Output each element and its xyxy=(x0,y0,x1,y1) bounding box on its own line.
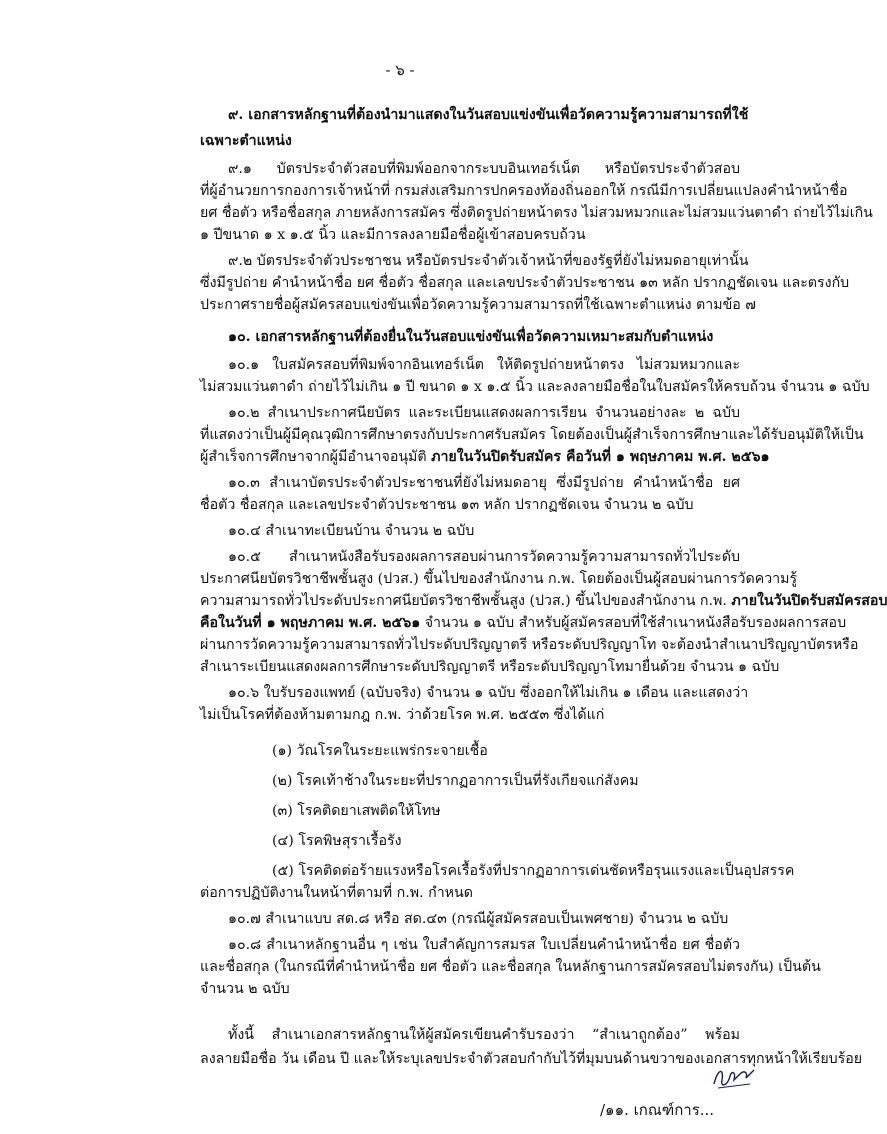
s10-p2-line xyxy=(200,446,770,468)
initials-signature xyxy=(710,1062,758,1092)
s10-p5-deadline: ภายในวันปิดรับสมัครสอบ xyxy=(731,593,887,609)
s10-p5-date: คือในวันที่ ๑ พฤษภาคม พ.ศ. ๒๕๖๑ xyxy=(200,615,421,631)
s10-p4-line: ๑๐.๔ สำเนาทะเบียนบ้าน จำนวน ๒ ฉบับ xyxy=(228,523,475,539)
s10-p2-line: ๑๐.๒ สำเนาประกาศนียบัตร และระเบียนแสดงผลการเรียน จำนวนอย่างละ ๒ ฉบับ xyxy=(228,405,740,421)
disease-item: (๒) โรคเท้าช้างในระยะที่ปรากฏอาการเป็นที่รังเกียจแก่สังคม xyxy=(272,773,639,789)
section-9-title-line-1: ๙. เอกสารหลักฐานที่ต้องนำมาแสดงในวันสอบแข่งขันเพื่อวัดความรู้ความสามารถที่ใช้ xyxy=(228,107,749,123)
page-number: - ๖ - xyxy=(385,61,415,79)
closing-line: ลงลายมือชื่อ วัน เดือน ปี และให้ระบุเลขประจำตัวสอบกำกับไว้ที่มุมบนด้านขวาของเอกสารทุกหน้าให้เรียบร้อย xyxy=(200,1051,863,1067)
s10-p3-line: ๑๐.๓ สำเนาบัตรประจำตัวประชาชนที่ยังไม่หมดอายุ ซึ่งมีรูปถ่าย คำนำหน้าชื่อ ยศ xyxy=(228,475,740,491)
s10-p5-line: ประกาศนียบัตรวิชาชีพชั้นสูง (ปวส.) ขึ้นไปของสำนักงาน ก.พ. โดยต้องเป็นผู้สอบผ่านการวัดความรู้ xyxy=(200,571,798,587)
s9-p1-line: ที่ผู้อำนวยการกองการเจ้าหน้าที่ กรมส่งเสริมการปกครองท้องถิ่นออกให้ กรณีมีการเปลี่ยนแปลงคำนำหน้าชื่อ xyxy=(200,183,848,199)
s9-p1-line: ๑ ปีขนาด ๑ x ๑.๕ นิ้ว และมีการลงลายมือชื่อผู้เข้าสอบครบถ้วน xyxy=(200,227,586,243)
s10-p1-line: ๑๐.๑ ใบสมัครสอบที่พิมพ์จากอินเทอร์เน็ต ให้ติดรูปถ่ายหน้าตรง ไม่สวมหมวกและ xyxy=(228,357,740,373)
s10-p6-line: ไม่เป็นโรคที่ต้องห้ามตามกฎ ก.พ. ว่าด้วยโรค พ.ศ. ๒๕๕๓ ซึ่งได้แก่ xyxy=(200,707,605,723)
section-9-title-line-2: เฉพาะตำแหน่ง xyxy=(200,133,292,149)
disease-item: (๑) วัณโรคในระยะแพร่กระจายเชื้อ xyxy=(272,743,488,759)
disease-item-continued: ต่อการปฏิบัติงานในหน้าที่ตามที่ ก.พ. กำหนด xyxy=(200,885,473,901)
closing-line: ทั้งนี้ สำเนาเอกสารหลักฐานให้ผู้สมัครเขียนคำรับรองว่า “สำเนาถูกต้อง” พร้อม xyxy=(228,1027,740,1043)
s10-p8-line: ๑๐.๘ สำเนาหลักฐานอื่น ๆ เช่น ใบสำคัญการสมรส ใบเปลี่ยนคำนำหน้าชื่อ ยศ ชื่อตัว xyxy=(228,937,740,953)
s10-p5-line xyxy=(200,612,847,634)
s9-p2-line: ซึ่งมีรูปถ่าย คำนำหน้าชื่อ ยศ ชื่อตัว ชื่อสกุล และเลขประจำตัวประชาชน ๑๓ หลัก ปรากฏชัดเจน และตรงกับ xyxy=(200,275,850,291)
s10-p1-line: ไม่สวมแว่นตาดำ ถ่ายไว้ไม่เกิน ๑ ปี ขนาด ๑ x ๑.๕ นิ้ว และลงลายมือชื่อในใบสมัครให้ครบถ้วน จำนวน ๑ ฉบับ xyxy=(200,379,870,395)
s10-p5-line xyxy=(200,590,887,612)
s10-p2-text: ผู้สำเร็จการศึกษาจากผู้มีอำนาจอนุมัติ xyxy=(200,449,432,465)
s9-p2-line: ๙.๒ บัตรประจำตัวประชาชน หรือบัตรประจำตัวเจ้าหน้าที่ของรัฐที่ยังไม่หมดอายุเท่านั้น xyxy=(228,253,749,269)
s9-p2-line: ประกาศรายชื่อผู้สมัครสอบแข่งขันเพื่อวัดความรู้ความสามารถที่ใช้เฉพาะตำแหน่ง ตามข้อ ๗ xyxy=(200,297,756,313)
s10-p8-line: จำนวน ๒ ฉบับ xyxy=(200,981,290,997)
s9-p1-line: ยศ ชื่อตัว หรือชื่อสกุล ภายหลังการสมัคร ซึ่งติดรูปถ่ายหน้าตรง ไม่สวมหมวกและไม่สวมแว่นตาดำ ถ่ายไว้ไม่เกิน xyxy=(200,205,873,221)
disease-item: (๔) โรคพิษสุราเรื้อรัง xyxy=(272,833,402,849)
s10-p2-deadline: ภายในวันปิดรับสมัคร คือวันที่ ๑ พฤษภาคม พ.ศ. ๒๕๖๑ xyxy=(431,449,770,465)
s10-p5-text: จำนวน ๑ ฉบับ สำหรับผู้สมัครสอบที่ใช้สำเนาหนังสือรับรองผลการสอบ xyxy=(420,615,847,631)
s10-p6-line: ๑๐.๖ ใบรับรองแพทย์ (ฉบับจริง) จำนวน ๑ ฉบับ ซึ่งออกให้ไม่เกิน ๑ เดือน และแสดงว่า xyxy=(228,685,749,701)
s10-p7-line: ๑๐.๗ สำเนาแบบ สด.๘ หรือ สด.๔๓ (กรณีผู้สมัครสอบเป็นเพศชาย) จำนวน ๒ ฉบับ xyxy=(228,911,729,927)
s10-p5-text: ความสามารถทั่วไประดับประกาศนียบัตรวิชาชีพชั้นสูง (ปวส.) ขึ้นไปของสำนักงาน ก.พ. xyxy=(200,593,732,609)
s10-p3-line: ชื่อตัว ชื่อสกุล และเลขประจำตัวประชาชน ๑๓ หลัก ปรากฏชัดเจน จำนวน ๒ ฉบับ xyxy=(200,497,694,513)
s10-p5-line: ผ่านการวัดความรู้ความสามารถทั่วไประดับปริญญาตรี หรือระดับปริญญาโท จะต้องนำสำเนาปริญญาบัตรหรือ xyxy=(200,637,859,653)
s9-p1-line: ๙.๑ บัตรประจำตัวสอบที่พิมพ์ออกจากระบบอินเทอร์เน็ต หรือบัตรประจำตัวสอบ xyxy=(228,161,740,177)
s10-p8-line: และชื่อสกุล (ในกรณีที่คำนำหน้าชื่อ ยศ ชื่อตัว และชื่อสกุล ในหลักฐานการสมัครสอบไม่ตรงกัน) เป็นต้น xyxy=(200,959,821,975)
disease-item: (๓) โรคติดยาเสพติดให้โทษ xyxy=(272,803,441,819)
s10-p5-line: ๑๐.๕ สำเนาหนังสือรับรองผลการสอบผ่านการวัดความรู้ความสามารถทั่วไประดับ xyxy=(228,549,740,565)
section-10-title: ๑๐. เอกสารหลักฐานที่ต้องยื่นในวันสอบแข่งขันเพื่อวัดความเหมาะสมกับตำแหน่ง xyxy=(228,329,714,345)
disease-item: (๕) โรคติดต่อร้ายแรงหรือโรคเรื้อรังที่ปรากฏอาการเด่นชัดหรือรุนแรงและเป็นอุปสรรค xyxy=(272,863,795,879)
s10-p2-line: ที่แสดงว่าเป็นผู้มีคุณวุฒิการศึกษาตรงกับประกาศรับสมัคร โดยต้องเป็นผู้สำเร็จการศึกษาและได้รับอนุมัติให้เป็น xyxy=(200,427,864,443)
continuation-note: /๑๑. เกณฑ์การ... xyxy=(600,1101,715,1119)
s10-p5-line: สำเนาระเบียนแสดงผลการศึกษาระดับปริญญาตรี หรือระดับปริญญาโทมายื่นด้วย จำนวน ๑ ฉบับ xyxy=(200,659,780,675)
